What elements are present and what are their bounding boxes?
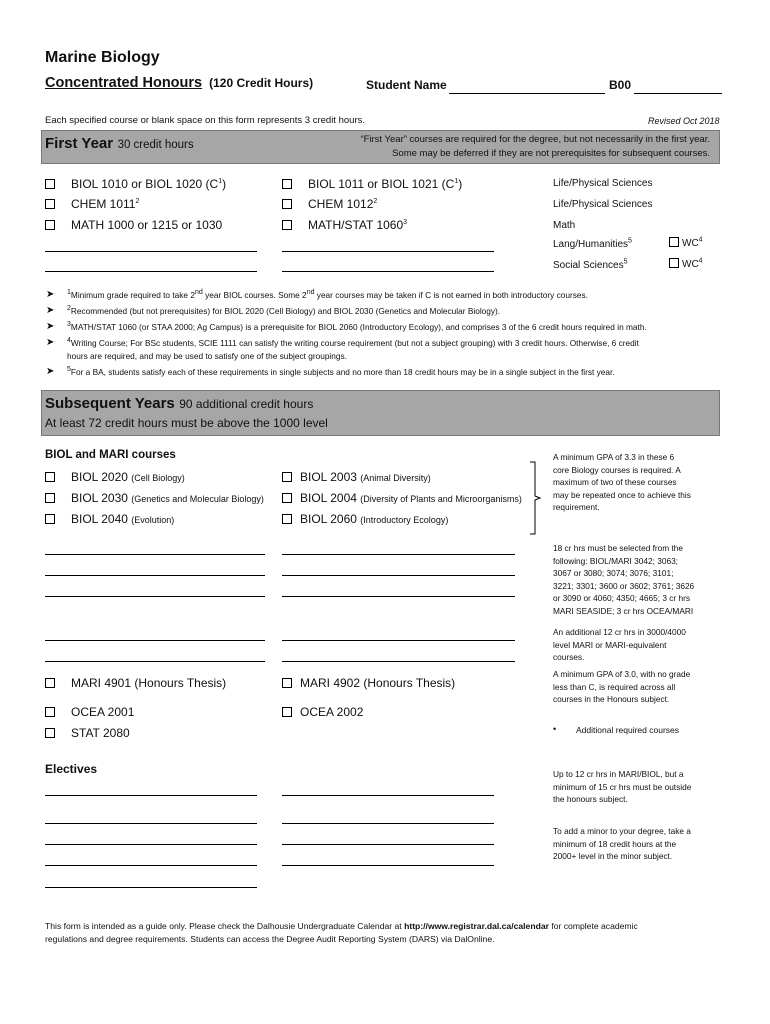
subsequent-years-line2: At least 72 credit hours must be above the 1000 level xyxy=(45,416,328,430)
course-mari-4901[interactable] xyxy=(45,676,226,690)
footnote-ref: 4 xyxy=(698,236,703,244)
bullet-arrow: ➤ xyxy=(46,305,55,316)
additional-required-bullet: • xyxy=(553,724,557,734)
program-credit-hours: (120 Credit Hours) xyxy=(209,76,314,90)
course-label: OCEA 2001 xyxy=(71,705,135,719)
page-title: Marine Biology xyxy=(45,49,160,66)
course-label-end: ) xyxy=(458,177,463,191)
blank-line[interactable] xyxy=(45,865,257,866)
wc-checkbox-2[interactable] xyxy=(669,258,703,270)
footer-disclaimer: This form is intended as a guide only. Please check the Dalhousie Undergraduate Calendar at http://www.registrar.dal.ca/calendar for complete academic regulations and degree requirements. Students can access the Degree Audit Reporting System (DARS) via DalOnline. xyxy=(45,921,638,944)
lang-humanities xyxy=(553,239,632,250)
course-biol-2004[interactable] xyxy=(282,491,522,505)
course-label: MARI 4902 (Honours Thesis) xyxy=(300,676,456,690)
course-label: OCEA 2002 xyxy=(300,705,364,719)
checkbox[interactable] xyxy=(45,220,55,230)
course-desc: (Diversity of Plants and Microorganisms) xyxy=(360,494,522,504)
blank-line[interactable] xyxy=(45,251,257,252)
course-code: BIOL 2004 xyxy=(300,491,357,505)
course-desc: (Cell Biology) xyxy=(131,473,185,483)
checkbox[interactable] xyxy=(669,237,679,247)
checkbox[interactable] xyxy=(45,678,55,688)
course-chem-1012[interactable] xyxy=(282,197,377,211)
course-chem-1011[interactable] xyxy=(45,197,139,211)
course-ocea-2001[interactable] xyxy=(45,705,134,719)
subsequent-years-label: Subsequent Years xyxy=(45,395,175,412)
course-math-1000[interactable] xyxy=(45,218,222,232)
footnote-2: $^2$Recommended (but not prerequisites) for BIOL 2020 (Cell Biology) and BIOL 2030 (Genetics and Molecular Biology). xyxy=(67,305,501,316)
course-code: BIOL 2040 xyxy=(71,512,128,526)
course-label: MARI 4901 (Honours Thesis) xyxy=(71,676,227,690)
gpa-note: A minimum GPA of 3.3 in these 6 core Biology courses is required. A maximum of two of these courses may be repeated once to achieve this requirement. xyxy=(553,452,691,513)
footnote-1: $^1$Minimum grade required to take 2nd year BIOL courses. Some 2nd year courses may be taken if C is not earned in both introductory courses. xyxy=(67,289,588,300)
requirement-label: Social Sciences xyxy=(553,260,624,271)
blank-line[interactable] xyxy=(282,271,494,272)
additional-required-courses: Additional required courses xyxy=(576,725,680,735)
biol-mari-heading: BIOL and MARI courses xyxy=(45,449,176,461)
course-label-end: ) xyxy=(222,177,227,191)
course-label: MATH 1000 or 1215 or 1030 xyxy=(71,218,223,232)
wc-label: WC xyxy=(682,259,699,270)
first-year-label: First Year xyxy=(45,135,114,152)
first-year-note-1: “First Year” courses are required for the degree, but not necessarily in the first year. xyxy=(360,134,710,145)
requirement-label: Lang/Humanities xyxy=(553,239,629,250)
bullet-arrow: ➤ xyxy=(46,321,55,332)
blank-line[interactable] xyxy=(282,554,515,555)
course-biol-1011[interactable] xyxy=(282,177,462,191)
course-mari-4902[interactable] xyxy=(282,676,455,690)
blank-line[interactable] xyxy=(45,823,257,824)
program-label: Concentrated Honours xyxy=(45,75,203,91)
honours-gpa-note: A minimum GPA of 3.0, with no grade less than C, is required across all courses in the Honours subject. xyxy=(553,669,691,705)
blank-line[interactable] xyxy=(45,887,257,888)
blank-line[interactable] xyxy=(45,575,265,576)
checkbox[interactable] xyxy=(45,199,55,209)
course-label: MATH/STAT 1060 xyxy=(308,218,404,232)
course-label: CHEM 1011 xyxy=(71,197,136,211)
course-biol-2003[interactable] xyxy=(282,470,431,484)
subsequent-years-title xyxy=(45,395,313,413)
b00-label: B00 xyxy=(609,78,632,92)
life-physical-sciences-2: Life/Physical Sciences xyxy=(553,199,653,210)
blank-line[interactable] xyxy=(282,596,515,597)
checkbox[interactable] xyxy=(282,179,292,189)
footnote-4: $^4$Writing Course; For BSc students, SCIE 1111 can satisfy the writing course requirement (but not a subject grouping) with 3 credit hours. Otherwise, 6 credit hours are required, and may be used to satisfy one of the subject groupings. xyxy=(67,337,639,361)
checkbox[interactable] xyxy=(45,179,55,189)
course-biol-2040[interactable] xyxy=(45,512,174,526)
blank-line[interactable] xyxy=(282,823,494,824)
course-desc: (Evolution) xyxy=(131,515,175,525)
eighteen-credit-note: 18 cr hrs must be selected from the following: BIOL/MARI 3042; 3063; 3067 or 3080; 3074; 3076; 3101; 3221; 3301; 3600 or 3602; 3761; 3626 or 3090 or 4060; 4350; 4665; 3 cr hrs MARI SEASIDE; 3 cr hrs OCEA/MARI xyxy=(553,543,695,616)
first-year-note-2: Some may be deferred if they are not prerequisites for subsequent courses. xyxy=(392,148,710,159)
course-label: CHEM 1012 xyxy=(308,197,374,211)
specified-note: Each specified course or blank space on this form represents 3 credit hours. xyxy=(45,115,365,126)
checkbox[interactable] xyxy=(45,707,55,717)
course-biol-2030[interactable] xyxy=(45,491,264,505)
footnote-ref: 2 xyxy=(135,198,140,205)
bullet-arrow: ➤ xyxy=(46,366,55,377)
wc-checkbox-1[interactable] xyxy=(669,237,703,249)
course-code: BIOL 2020 xyxy=(71,470,128,484)
blank-line[interactable] xyxy=(45,554,265,555)
student-name-field[interactable] xyxy=(449,93,605,94)
blank-line[interactable] xyxy=(45,640,265,641)
first-year-title xyxy=(45,135,194,153)
course-stat-2080[interactable] xyxy=(45,726,130,740)
wc-label: WC xyxy=(682,238,699,249)
first-year-hours: 30 credit hours xyxy=(117,139,194,151)
subsequent-years-hours: 90 additional credit hours xyxy=(179,397,314,411)
footnote-ref: 2 xyxy=(373,198,378,205)
blank-line[interactable] xyxy=(45,795,257,796)
blank-line[interactable] xyxy=(282,865,494,866)
social-sciences xyxy=(553,260,628,271)
electives-note-1: Up to 12 cr hrs in MARI/BIOL, but a minimum of 15 cr hrs must be outside the honours subject. xyxy=(553,769,692,805)
course-biol-2020[interactable] xyxy=(45,470,185,484)
footnote-ref: 4 xyxy=(698,257,703,265)
footnote-ref: 3 xyxy=(403,219,408,226)
course-code: BIOL 2060 xyxy=(300,512,357,526)
blank-line[interactable] xyxy=(282,251,494,252)
course-ocea-2002[interactable] xyxy=(282,705,363,719)
footnote-5: $^5$For a BA, students satisfy each of these requirements in single subjects and no more than 18 credit hours may be in a single subject in the first year. xyxy=(67,366,615,377)
revised-date: Revised Oct 2018 xyxy=(648,116,720,126)
blank-line[interactable] xyxy=(45,844,257,845)
blank-line[interactable] xyxy=(282,661,515,662)
course-code: BIOL 2003 xyxy=(300,470,357,484)
footnote-3: $^3$MATH/STAT 1060 (or STAA 2000; Ag Campus) is a prerequisite for BIOL 2060 (Introductory Ecology), and comprises 3 of the 6 credit hours required in math. xyxy=(67,321,647,332)
blank-line[interactable] xyxy=(282,575,515,576)
checkbox[interactable] xyxy=(45,728,55,738)
course-desc: (Animal Diversity) xyxy=(360,473,431,483)
course-desc: (Genetics and Molecular Biology) xyxy=(131,494,264,504)
course-math-stat-1060[interactable] xyxy=(282,218,407,232)
twelve-credit-note: An additional 12 cr hrs in 3000/4000 level MARI or MARI-equivalent courses. xyxy=(553,627,686,663)
course-label: BIOL 1011 or BIOL 1021 (C xyxy=(308,177,455,191)
b00-field[interactable] xyxy=(634,93,722,94)
footnote-ref: 1 xyxy=(454,178,459,185)
course-code: BIOL 2030 xyxy=(71,491,128,505)
checkbox[interactable] xyxy=(282,472,292,482)
footnote-ref: 5 xyxy=(623,258,628,266)
course-label: STAT 2080 xyxy=(71,726,130,740)
math-requirement: Math xyxy=(553,220,576,231)
bullet-arrow: ➤ xyxy=(46,337,55,348)
blank-line[interactable] xyxy=(45,271,257,272)
bullet-arrow: ➤ xyxy=(46,289,55,300)
calendar-link[interactable]: http://www.registrar.dal.ca/calendar xyxy=(404,921,549,931)
blank-line[interactable] xyxy=(45,596,265,597)
life-physical-sciences-1: Life/Physical Sciences xyxy=(553,178,653,189)
checkbox[interactable] xyxy=(282,514,292,524)
course-label: BIOL 1010 or BIOL 1020 (C xyxy=(71,177,219,191)
checkbox[interactable] xyxy=(282,220,292,230)
checkbox[interactable] xyxy=(282,678,292,688)
checkbox[interactable] xyxy=(282,707,292,717)
blank-line[interactable] xyxy=(282,844,494,845)
course-biol-1010[interactable] xyxy=(45,177,226,191)
electives-heading: Electives xyxy=(45,762,98,776)
checkbox[interactable] xyxy=(669,258,679,268)
checkbox[interactable] xyxy=(45,514,55,524)
course-desc: (Introductory Ecology) xyxy=(360,515,449,525)
checkbox[interactable] xyxy=(282,199,292,209)
program-name xyxy=(45,75,313,91)
blank-line[interactable] xyxy=(282,795,494,796)
checkbox[interactable] xyxy=(45,472,55,482)
electives-note-2: To add a minor to your degree, take a minimum of 18 credit hours at the 2000+ level in the minor subject. xyxy=(553,826,691,862)
core-courses-bracket xyxy=(528,460,542,536)
blank-line[interactable] xyxy=(45,661,265,662)
checkbox[interactable] xyxy=(282,493,292,503)
student-name-label: Student Name xyxy=(366,78,447,92)
course-biol-2060[interactable] xyxy=(282,512,448,526)
checkbox[interactable] xyxy=(45,493,55,503)
blank-line[interactable] xyxy=(282,640,515,641)
footnote-ref: 5 xyxy=(628,237,632,245)
footnote-ref: 1 xyxy=(218,178,223,185)
